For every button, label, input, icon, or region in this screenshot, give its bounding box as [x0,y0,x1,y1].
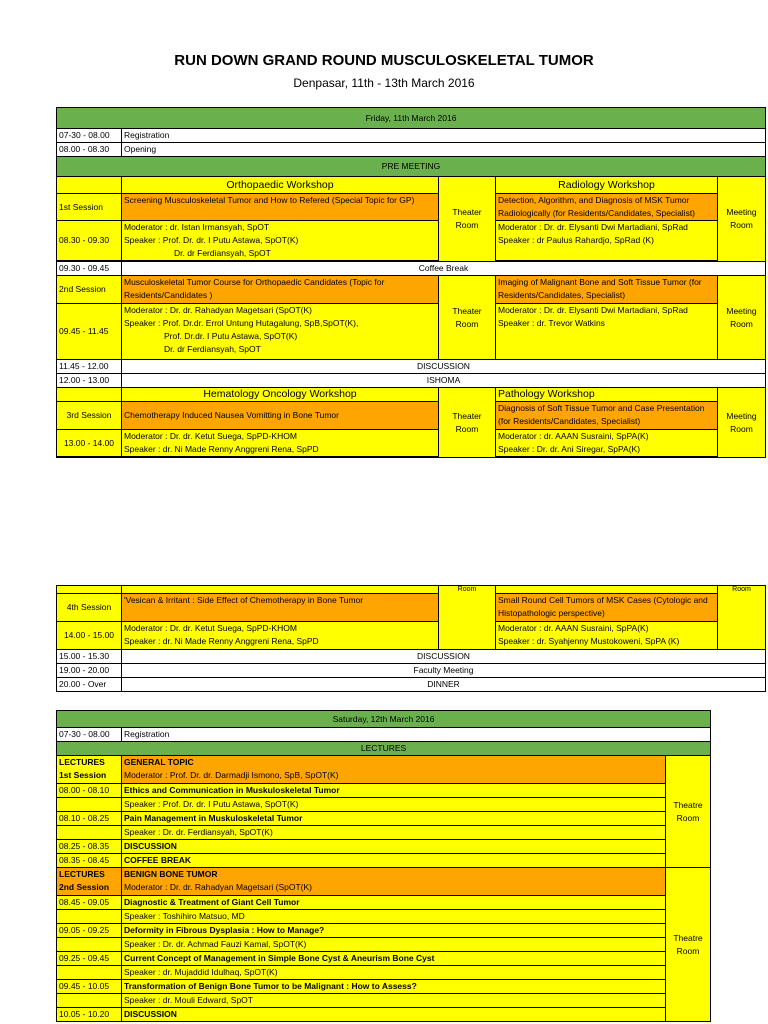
speaker-cell: Moderator : Dr. dr. Ketut Suega, SpPD-KHOM Speaker : dr. Ni Made Renny Anggreni Rena, SpPD [122,430,439,457]
friday-schedule-table-continued [56,585,766,692]
lecture-title: Pain Management in Muskuloskeletal Tumor [122,812,666,826]
lecture-speaker: Speaker : dr. Mujaddid Idulhaq, SpOT(K) [122,966,666,980]
time-cell: 13.00 - 14.00 [57,430,122,457]
topic-cell: GENERAL TOPIC Moderator : Prof. Dr. dr. Darmadji Ismono, SpB, SpOT(K) [122,756,666,784]
time-cell: 15.00 - 15.30 [57,650,122,664]
lecture-title: DISCUSSION [122,840,666,854]
lecture-speaker: Speaker : Dr. dr. Achmad Fauzi Kamal, SpOT(K) [122,938,666,952]
section-header: LECTURES [57,742,711,756]
lecture-title: COFFEE BREAK [122,854,666,868]
section-header: PRE MEETING [57,157,766,177]
time-cell: 20.00 - Over [57,678,122,692]
event-cell: Coffee Break [122,262,766,276]
time-cell: 12.00 - 13.00 [57,374,122,388]
speaker-cell: Moderator : Dr. dr. Elysanti Dwi Martadiani, SpRad Speaker : dr Paulus Rahardjo, SpRad (K) [496,221,718,261]
event-cell: Registration [122,129,766,143]
time-cell: 09.05 - 09.25 [57,924,122,938]
speaker-cell: Moderator : dr. AAAN Susraini, SpPA(K) Speaker : dr. Syahjenny Mustokoweni, SpPA (K) [496,622,718,650]
topic-cell: Musculoskeletal Tumor Course for Orthopaedic Candidates (Topic for Residents/Candidates ) [122,276,439,304]
topic-cell: Chemotherapy Induced Nausea Vomitting in Bone Tumor [122,402,439,430]
lecture-title: Deformity in Fibrous Dysplasia : How to Manage? [122,924,666,938]
room-cell: Theater Room [439,177,496,262]
lecture-title: Ethics and Communication in Muskuloskeletal Tumor [122,784,666,798]
speaker-cell: Moderator : dr. AAAN Susraini, SpPA(K) Speaker : Dr. dr. Ani Siregar, SpPA(K) [496,430,718,457]
time-cell: 08.30 - 09.30 [57,221,122,261]
workshop-title: Hematology Oncology Workshop [122,388,439,402]
time-cell: 19.00 - 20.00 [57,664,122,678]
time-cell: 09.45 - 10.05 [57,980,122,994]
lecture-title: Transformation of Benign Bone Tumor to be Malignant : How to Assess? [122,980,666,994]
time-cell: 08.45 - 09.05 [57,896,122,910]
lecture-speaker: Speaker : dr. Mouli Edward, SpOT [122,994,666,1008]
day-header: Saturday, 12th March 2016 [57,711,711,728]
topic-cell: Diagnosis of Soft Tissue Tumor and Case Presentation (for Residents/Candidates, Specialist) [496,402,718,430]
event-cell: Registration [122,728,711,742]
time-cell: 11.45 - 12.00 [57,360,122,374]
saturday-schedule-table [56,710,711,1022]
event-cell: ISHOMA [122,374,766,388]
time-cell: 07-30 - 08.00 [57,728,122,742]
page-title: RUN DOWN GRAND ROUND MUSCULOSKELETAL TUMOR [174,52,594,69]
workshop-title: Radiology Workshop [496,177,718,194]
session-label: 3rd Session [57,402,122,430]
time-cell: 14.00 - 15.00 [57,622,122,650]
topic-cell: Screening Musculoskeletal Tumor and How to Refered (Special Topic for GP) [122,194,439,221]
speaker-cell: Moderator : Dr. dr. Elysanti Dwi Martadiani, SpRad Speaker : dr. Trevor Watkins [496,304,718,360]
speaker-cell: Moderator : dr. Istan Irmansyah, SpOT Speaker : Prof. Dr. dr. I Putu Astawa, SpOT(K) Dr. dr Ferdiansyah, SpOT [122,221,439,261]
session-label: 4th Session [57,594,122,622]
workshop-title: Orthopaedic Workshop [122,177,439,194]
lecture-speaker: Speaker : Toshihiro Matsuo, MD [122,910,666,924]
speaker-cell: Moderator : Dr. dr. Ketut Suega, SpPD-KHOM Speaker : dr. Ni Made Renny Anggreni Rena, SpPD [122,622,439,650]
time-cell: 09.25 - 09.45 [57,952,122,966]
room-cell: Room [439,586,496,650]
session-label: LECTURES 1st Session [57,756,122,784]
event-cell: DISCUSSION [122,650,766,664]
event-cell: Faculty Meeting [122,664,766,678]
workshop-title: Pathology Workshop [496,388,718,402]
time-cell: 10.05 - 10.20 [57,1008,122,1022]
time-cell: 07-30 - 08.00 [57,129,122,143]
room-cell: Meeting Room [718,388,766,458]
time-cell: 09.30 - 09.45 [57,262,122,276]
topic-cell: Imaging of Malignant Bone and Soft Tissue Tumor (for Residents/Candidates, Specialist) [496,276,718,304]
session-label: 1st Session [57,194,122,221]
topic-cell: 'Vesican & Irritant : Side Effect of Chemotherapy in Bone Tumor [122,594,439,622]
time-cell: 08.25 - 08.35 [57,840,122,854]
event-cell: Opening [122,143,766,157]
session-label: 2nd Session [57,276,122,304]
topic-cell: Small Round Cell Tumors of MSK Cases (Cytologic and Histopathologic perspective) [496,594,718,622]
room-cell: Theatre Room [666,756,711,868]
lecture-title: DISCUSSION [122,1008,666,1022]
day-header: Friday, 11th March 2016 [57,108,766,129]
time-cell: 08.00 - 08.30 [57,143,122,157]
topic-cell: Detection, Algorithm, and Diagnosis of MSK Tumor Radiologically (for Residents/Candidates, Specialist) [496,194,718,221]
room-cell: Theater Room [439,276,496,360]
room-cell: Theatre Room [666,868,711,1022]
room-cell: Meeting Room [718,276,766,360]
page-subtitle: Denpasar, 11th - 13th March 2016 [293,76,475,90]
lecture-title: Current Concept of Management in Simple Bone Cyst & Aneurism Bone Cyst [122,952,666,966]
session-label: LECTURES 2nd Session [57,868,122,896]
time-cell: 08.10 - 08.25 [57,812,122,826]
time-cell: 08.35 - 08.45 [57,854,122,868]
lecture-speaker: Speaker : Dr. dr. Ferdiansyah, SpOT(K) [122,826,666,840]
topic-cell: BENIGN BONE TUMOR Moderator : Dr. dr. Rahadyan Magetsari (SpOT(K) [122,868,666,896]
lecture-title: Diagnostic & Treatment of Giant Cell Tumor [122,896,666,910]
room-cell: Room [718,586,766,650]
lecture-speaker: Speaker : Prof. Dr. dr. I Putu Astawa, SpOT(K) [122,798,666,812]
room-cell: Meeting Room [718,177,766,262]
speaker-cell: Moderator : Dr. dr. Rahadyan Magetsari (SpOT(K) Speaker : Prof. Dr.dr. Errol Untung Hutagalung, SpB,SpOT(K), Prof. Dr.dr. I Putu Astawa, SpOT(K) Dr. dr Ferdiansyah, SpOT [122,304,439,360]
event-cell: DINNER [122,678,766,692]
time-cell: 09.45 - 11.45 [57,304,122,360]
event-cell: DISCUSSION [122,360,766,374]
friday-schedule-table [56,107,766,458]
room-cell: Theater Room [439,388,496,458]
time-cell: 08.00 - 08.10 [57,784,122,798]
